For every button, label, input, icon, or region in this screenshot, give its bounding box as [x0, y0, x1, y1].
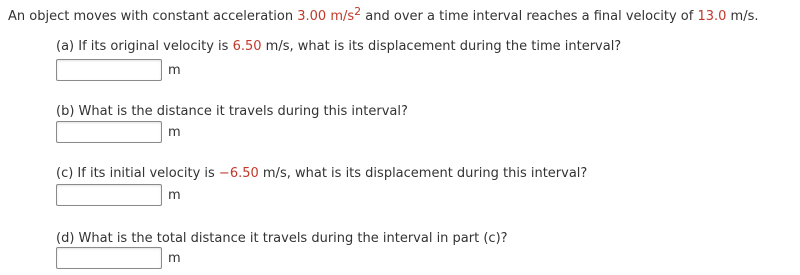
acceleration-unit: $m/s^2$: [330, 5, 362, 24]
problem-statement: [8, 5, 759, 25]
part-d-unit: m: [168, 250, 181, 266]
acceleration-value: 3.00: [297, 9, 327, 24]
final-velocity-value: 13.0: [697, 9, 727, 24]
final-velocity-unit: m/s.: [726, 9, 759, 24]
part-c-prefix: (c) If its initial velocity is: [56, 166, 219, 181]
part-c-answer-input[interactable]: [56, 184, 162, 206]
part-b-question: (b) What is the distance it travels during this interval?: [56, 104, 408, 119]
part-c-initial-velocity-value: −6.50: [218, 166, 259, 181]
part-a-suffix: m/s, what is its displacement during the time interval?: [261, 39, 622, 54]
part-c-unit: m: [168, 187, 181, 203]
problem-intro-text-2: and over a time interval reaches a final velocity of: [361, 9, 698, 24]
part-d-answer-input[interactable]: [56, 247, 162, 269]
problem-intro-text: An object moves with constant acceleration: [8, 9, 298, 24]
part-a-answer-row: [56, 59, 181, 81]
part-d-question: (d) What is the total distance it travels during the interval in part (c)?: [56, 231, 508, 246]
part-b-answer-input[interactable]: [56, 121, 162, 143]
part-a-prefix: (a) If its original velocity is: [56, 39, 233, 54]
part-a-question: [56, 39, 621, 55]
part-c-suffix: m/s, what is its displacement during this interval?: [258, 166, 588, 181]
part-c-question: [56, 166, 587, 182]
part-b-unit: m: [168, 124, 181, 140]
part-b-answer-row: [56, 121, 181, 143]
part-a-unit: m: [168, 62, 181, 78]
part-c-answer-row: [56, 184, 181, 206]
part-a-initial-velocity-value: 6.50: [232, 39, 262, 54]
part-d-answer-row: [56, 247, 181, 269]
part-a-answer-input[interactable]: [56, 59, 162, 81]
